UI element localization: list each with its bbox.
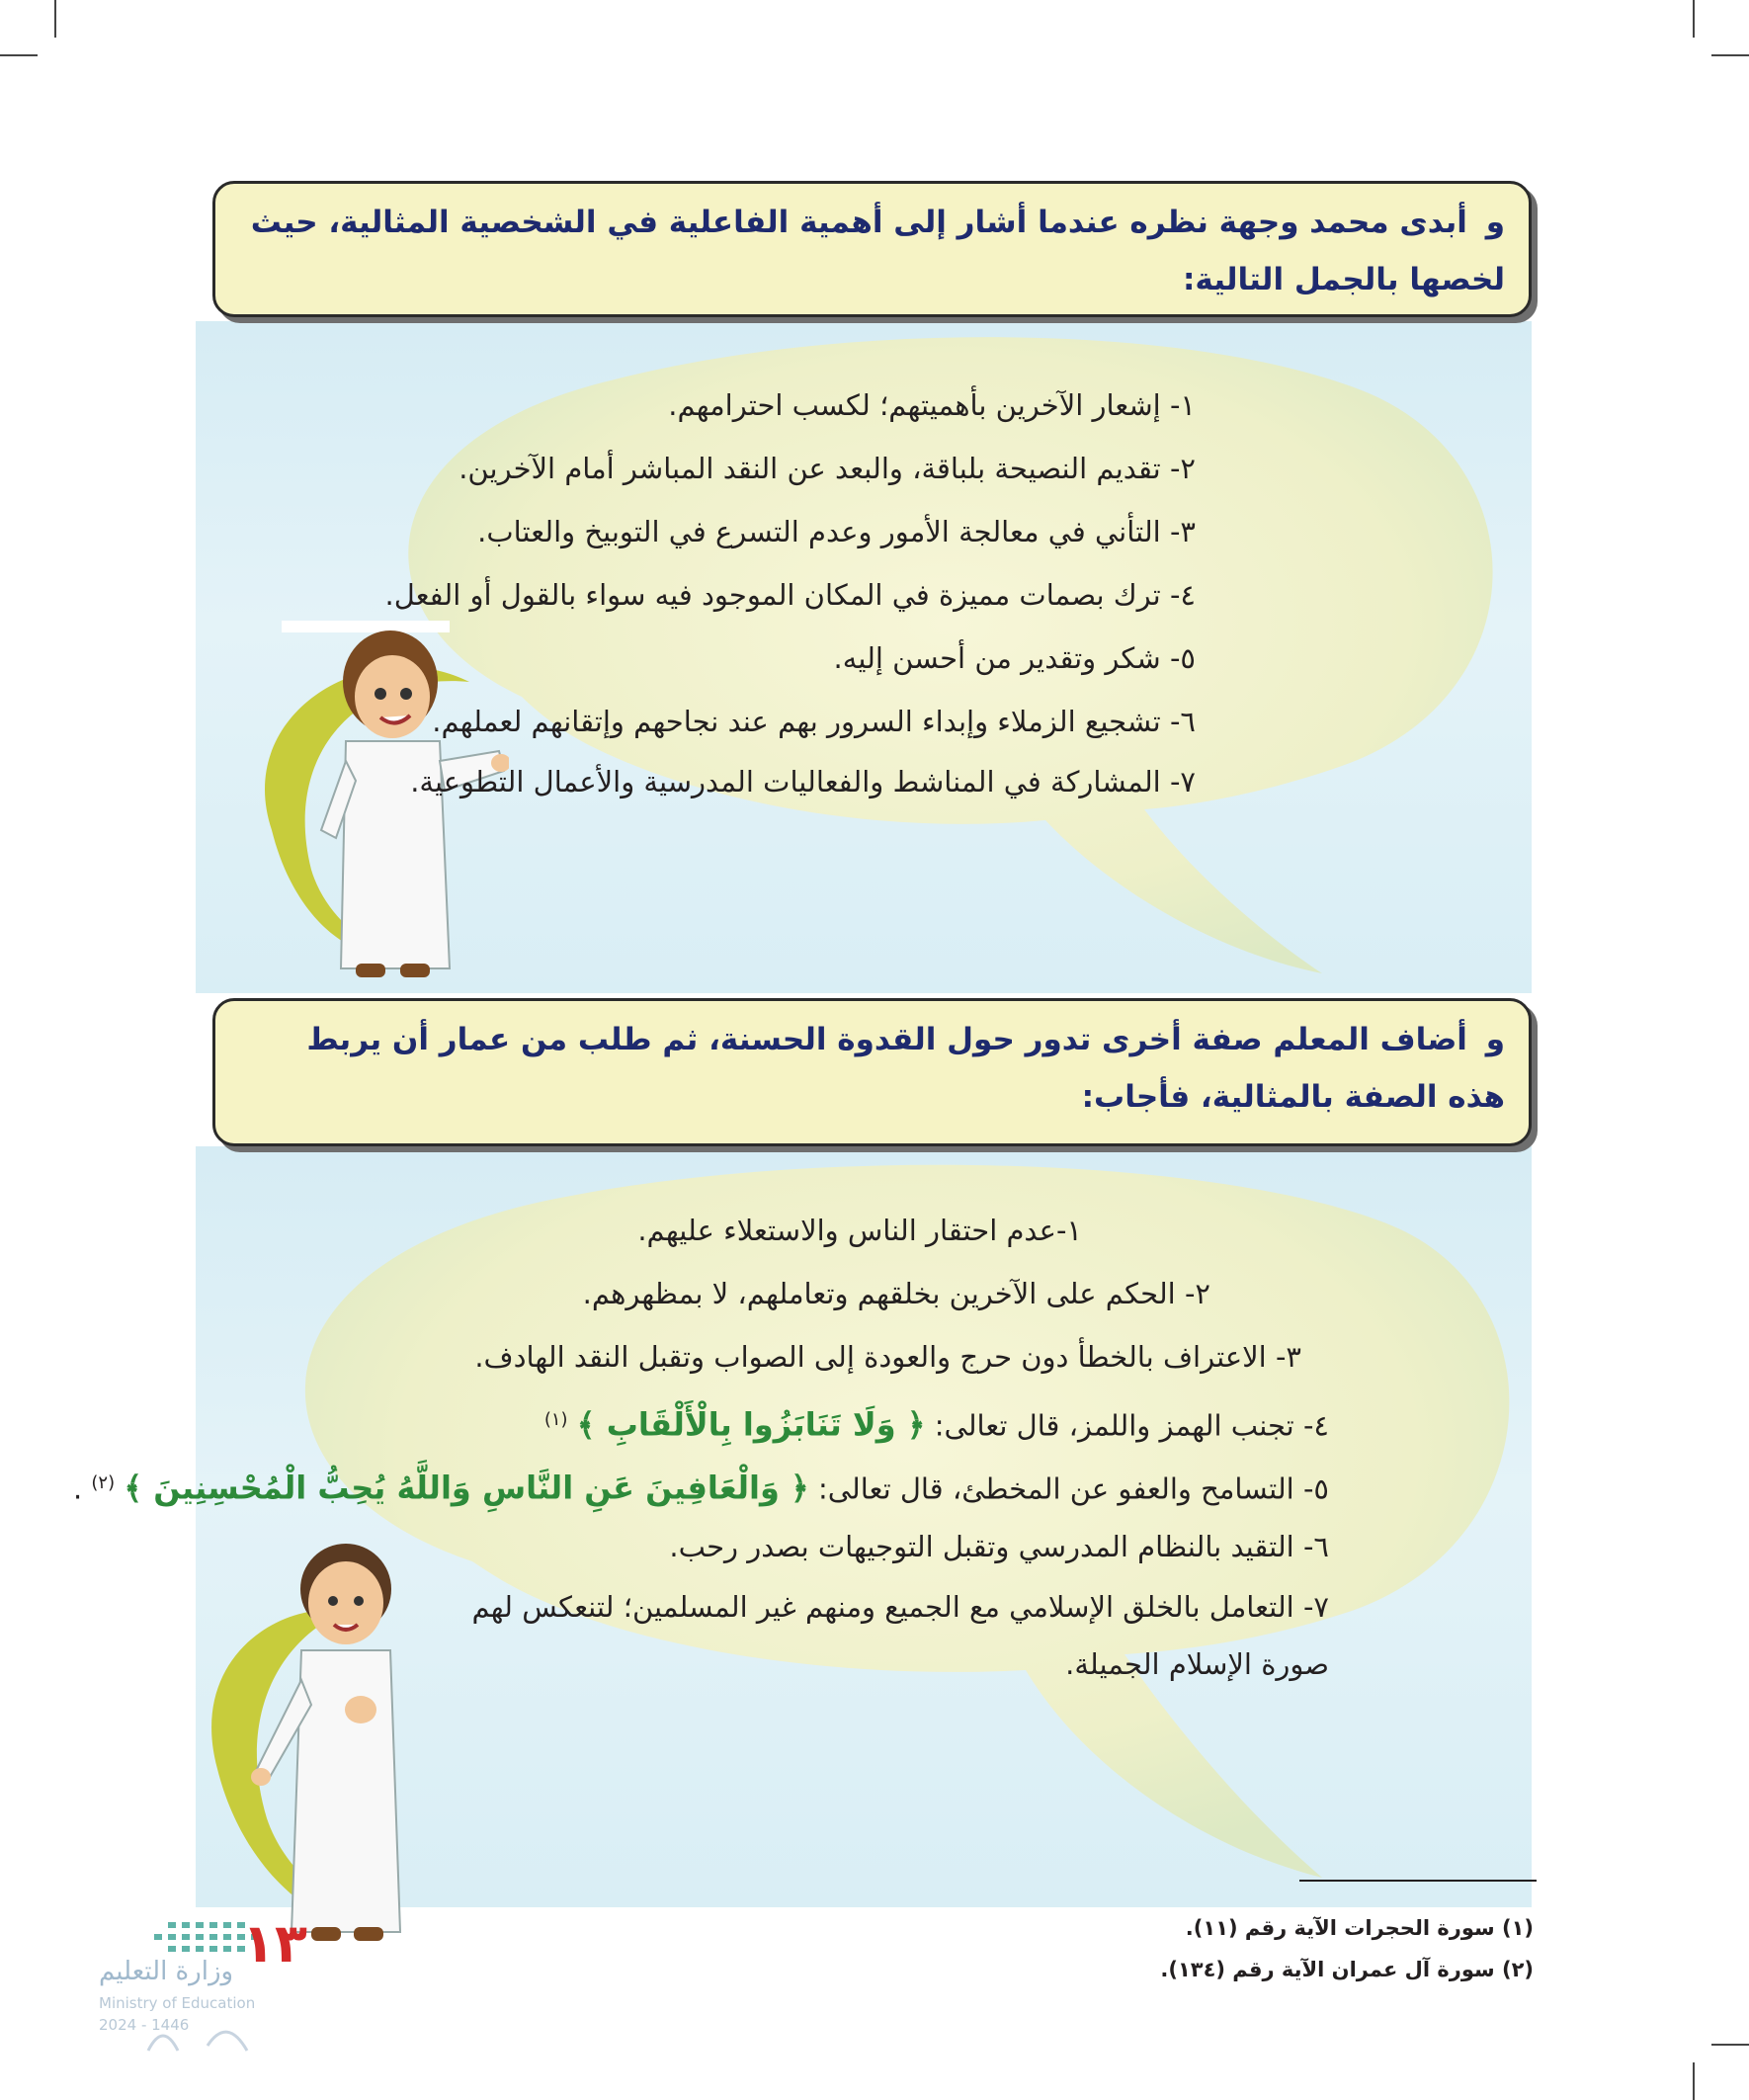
list-item (72, 1452, 1329, 1515)
list-item-text: ٦- التقيد بالنظام المدرسي وتقبل التوجيهات بصدر رحب. (669, 1530, 1329, 1563)
ministry-year: 2024 - 1446 (99, 2016, 190, 2034)
list-item-text: ٤- تجنب الهمز واللمز، قال تعالى: (934, 1408, 1329, 1443)
footnote-ref: (١) (543, 1409, 568, 1430)
list-item (143, 1325, 1329, 1388)
list-item: ١- إشعار الآخرين بأهميتهم؛ لكسب احترامهم. (668, 388, 1196, 422)
list-item-text: ٧- التعامل بالخلق الإسلامي مع الجميع ومنهم غير المسلمين؛ لتنعكس لهم صورة الإسلام الجميلة. (471, 1590, 1329, 1681)
section-1-header (212, 181, 1532, 317)
list-item: ٥- شكر وتقدير من أحسن إليه. (833, 641, 1196, 675)
list-item: ٢- تقديم النصيحة بلباقة، والبعد عن النقد المباشر أمام الآخرين. (458, 452, 1196, 485)
ministry-name-english: Ministry of Education (99, 1994, 256, 2012)
list-item (410, 1578, 1329, 1693)
header-bullet: و (1485, 1022, 1505, 1057)
crop-mark (0, 54, 38, 56)
footnote-1: (١) سورة الحجرات الآية رقم (١١). (1185, 1916, 1534, 1940)
quran-verse: ﴿ وَلَا تَنَابَزُوا بِالْأَلْقَابِ ﴾ (576, 1405, 926, 1444)
header-bullet: و (1485, 205, 1505, 240)
list-item: ٧- المشاركة في المناشط والفعاليات المدرسية والأعمال التطوعية. (410, 765, 1196, 798)
header-text: أضاف المعلم صفة أخرى تدور حول القدوة الحسنة، ثم طلب من عمار أن يربط هذه الصفة بالمثالية، فأجاب: (306, 1022, 1505, 1115)
effectiveness-list (306, 374, 1196, 810)
list-item (143, 1515, 1329, 1578)
footnote-ref: (٢) (91, 1472, 116, 1493)
list-item: ٣- التأني في معالجة الأمور وعدم التسرع في التوبيخ والعتاب. (477, 515, 1196, 548)
list-item-text: ٣- الاعتراف بالخطأ دون حرج والعودة إلى الصواب وتقبل النقد الهادف. (474, 1340, 1301, 1374)
list-item-text: ٥- التسامح والعفو عن المخطئ، قال تعالى: (817, 1471, 1329, 1506)
crop-mark (1693, 2062, 1695, 2100)
quran-verse: ﴿ وَالْعَافِينَ عَنِ النَّاسِ وَاللَّهُ يُحِبُّ الْمُحْسِنِينَ ﴾ (124, 1469, 809, 1507)
crop-mark (1693, 0, 1695, 38)
crop-mark (1711, 54, 1749, 56)
footnote-divider (1299, 1880, 1537, 1882)
list-item (143, 1388, 1329, 1452)
list-item: ٦- تشجيع الزملاء وإبداء السرور بهم عند نجاحهم وإتقانهم لعملهم. (432, 705, 1196, 738)
section-2-header (212, 998, 1532, 1146)
footnote-2: (٢) سورة آل عمران الآية رقم (١٣٤). (1160, 1958, 1534, 1981)
list-item-end: . (72, 1471, 83, 1506)
crop-mark (54, 0, 56, 38)
role-model-list (72, 1199, 1329, 1693)
crop-mark (1711, 2044, 1749, 2046)
list-item-text: ١-عدم احتقار الناس والاستعلاء عليهم. (637, 1214, 1082, 1247)
list-item (143, 1262, 1329, 1325)
footnotes (1160, 1907, 1534, 1990)
header-text: أبدى محمد وجهة نظره عندما أشار إلى أهمية الفاعلية في الشخصية المثالية، حيث لخصها بالجمل التالية: (250, 205, 1505, 297)
ministry-name-arabic: وزارة التعليم (99, 1957, 234, 1986)
list-item: ٤- ترك بصمات مميزة في المكان الموجود فيه سواء بالقول أو الفعل. (384, 578, 1196, 612)
page-number: ١٣ (242, 1912, 307, 1974)
list-item-text: ٢- الحكم على الآخرين بخلقهم وتعاملهم، لا بمظهرهم. (582, 1277, 1210, 1310)
list-item (143, 1199, 1329, 1262)
